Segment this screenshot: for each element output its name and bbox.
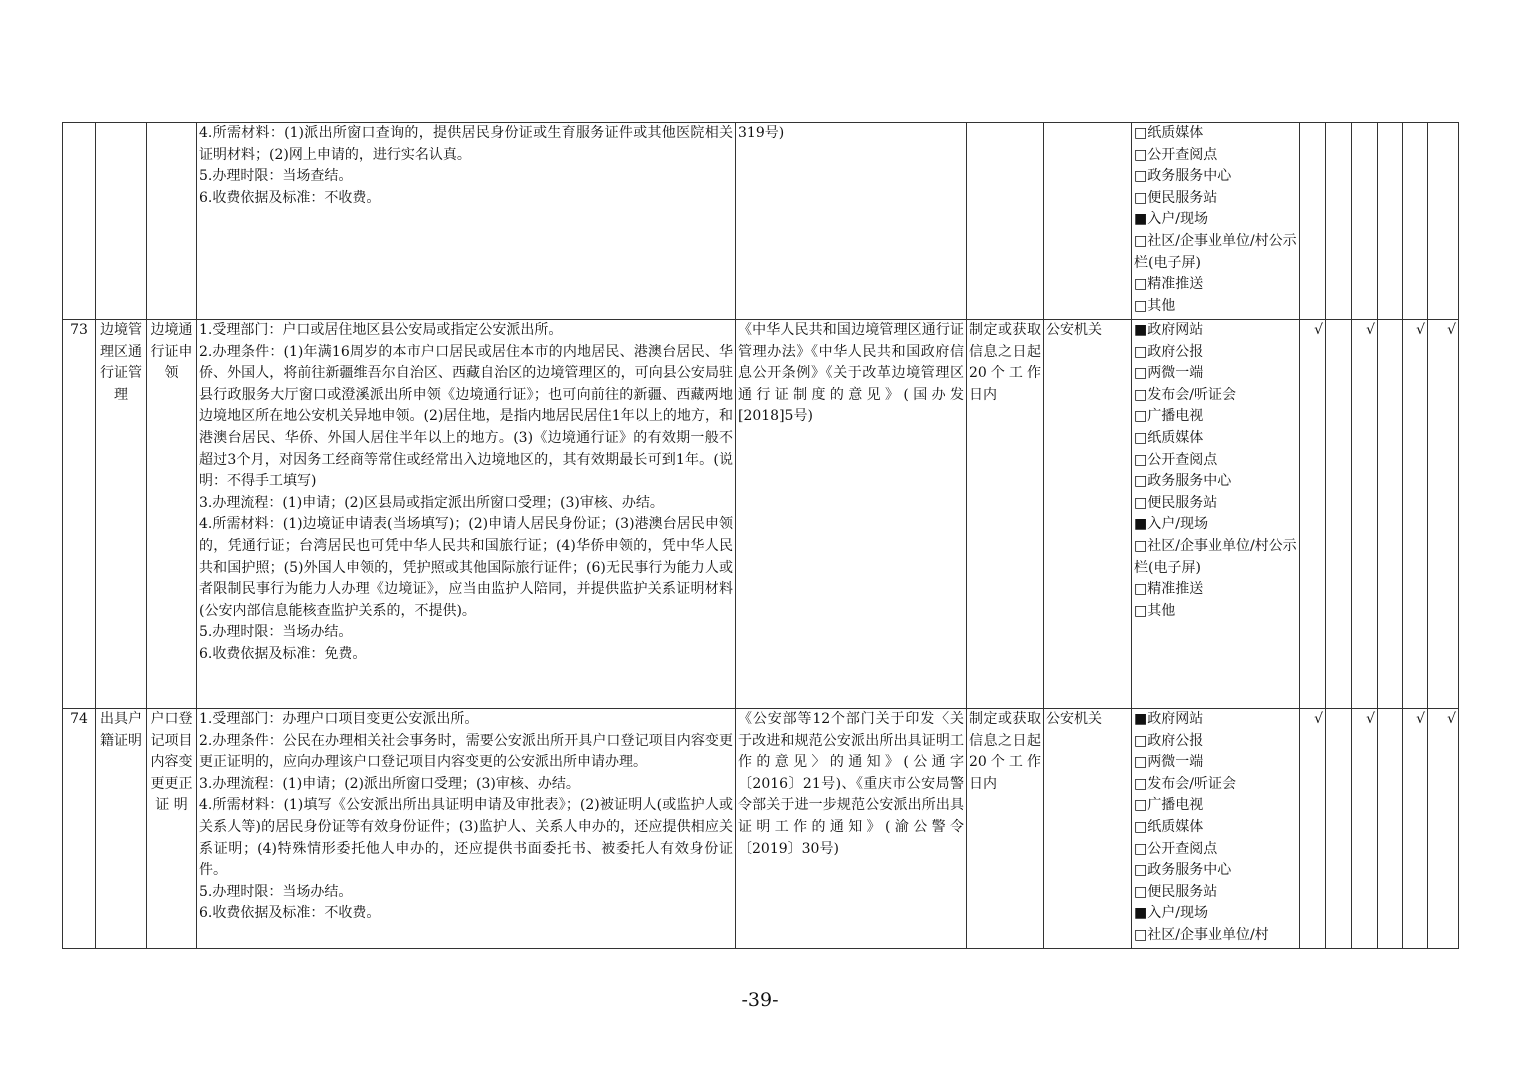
content-line: 6.收费依据及标准：不收费。 xyxy=(199,189,381,206)
channels-cell xyxy=(1132,320,1300,709)
tick-mark: √ xyxy=(1300,709,1326,949)
channel-item: □社区/企事业单位/村 xyxy=(1134,926,1269,943)
row-number: 74 xyxy=(63,709,96,949)
content-line: 4.所需材料：(1)填写《公安派出所出具证明申请及审批表》；(2)被证明人(或监护人或关系人等)的居民身份证等有效身份证件；(3)监护人、关系人申办的，还应提供相应关系证明；(4)特殊情形委托他人申办的，还应提供书面委托书、被委托人有效身份证件。 xyxy=(199,797,733,879)
subject-cell: 公安机关 xyxy=(1044,320,1132,709)
row-number: 73 xyxy=(63,320,96,709)
tick-mark xyxy=(1326,320,1352,709)
basis-cell: 《公安部等12个部门关于印发〈关于改进和规范公安派出所出具证明工作的意见〉的通知》(公通字〔2016〕21号)、《重庆市公安局警令部关于进一步规范公安派出所出具证明工作的通知》(渝公警令〔2019〕30号) xyxy=(736,709,967,949)
subject-cell: 公安机关 xyxy=(1044,709,1132,949)
channel-item: □政务服务中心 xyxy=(1134,862,1232,879)
content-line: 3.办理流程：(1)申请；(2)派出所窗口受理；(3)审核、办结。 xyxy=(199,775,580,792)
table-row xyxy=(63,123,1459,320)
item-name: 边境管理区通行证管理 xyxy=(96,320,147,709)
channel-item: □公开查阅点 xyxy=(1134,146,1218,163)
content-line: 5.办理时限：当场办结。 xyxy=(199,624,353,641)
content-line: 4.所需材料：(1)边境证申请表(当场填写)；(2)申请人居民身份证；(3)港澳台居民申领的，凭通行证；台湾居民也可凭中华人民共和国旅行证；(4)华侨申领的，凭中华人民共和国护照；(5)外国人申领的，凭护照或其他国际旅行证件；(6)无民事行为能力人或者限制民事行为能力人办理《边境证》，应当由监护人陪同，并提供监护关系证明材料(公安内部信息能核查监护关系的，不提供)。 xyxy=(199,516,733,619)
channels-cell xyxy=(1132,709,1300,949)
channel-item: ■入户/现场 xyxy=(1134,516,1208,533)
content-line: 2.办理条件：公民在办理相关社会事务时，需要公安派出所开具户口登记项目内容变更更正证明的，应向办理该户口登记项目内容变更的公安派出所申请办理。 xyxy=(199,732,733,771)
tick-mark xyxy=(1428,123,1459,320)
basis-cell: 《中华人民共和国边境管理区通行证管理办法》《中华人民共和国政府信息公开条例》《关于改革边境管理区通行证制度的意见》(国办发[2018]5号) xyxy=(736,320,967,709)
tick-mark: √ xyxy=(1403,320,1428,709)
channel-item: □纸质媒体 xyxy=(1134,125,1204,141)
sub-item-name: 户口登记项目内容变更更正证 明 xyxy=(147,709,197,949)
channel-item: ■政府网站 xyxy=(1134,711,1204,727)
channel-item: □便民服务站 xyxy=(1134,189,1218,206)
channel-item: □其他 xyxy=(1134,602,1176,619)
sub-item-name: 边境通行证申领 xyxy=(147,320,197,709)
time-limit-cell xyxy=(967,123,1044,320)
tick-mark xyxy=(1378,123,1403,320)
channel-item: ■政府网站 xyxy=(1134,322,1204,338)
disclosure-table xyxy=(62,122,1459,949)
item-name xyxy=(96,123,147,320)
channel-item: □政府公报 xyxy=(1134,732,1204,749)
channel-item: □广播电视 xyxy=(1134,797,1204,814)
tick-mark xyxy=(1326,709,1352,949)
channel-item: □社区/企事业单位/村公示栏(电子屏) xyxy=(1134,232,1297,271)
channel-item: □便民服务站 xyxy=(1134,494,1218,511)
tick-mark xyxy=(1403,123,1428,320)
tick-mark: √ xyxy=(1352,709,1378,949)
content-cell xyxy=(197,320,736,709)
content-line: 6.收费依据及标准：不收费。 xyxy=(199,905,381,922)
channel-item: □政务服务中心 xyxy=(1134,473,1232,490)
content-line: 4.所需材料：(1)派出所窗口查询的，提供居民身份证或生育服务证件或其他医院相关证明材料；(2)网上申请的，进行实名认真。 xyxy=(199,125,733,163)
tick-mark: √ xyxy=(1428,320,1459,709)
item-name: 出具户籍证明 xyxy=(96,709,147,949)
tick-mark xyxy=(1300,123,1326,320)
content-line: 2.办理条件：(1)年满16周岁的本市户口居民或居住本市的内地居民、港澳台居民、华侨、外国人，将前往新疆维吾尔自治区、西藏自治区的边境管理区的，可向县公安局驻县行政服务大厅窗口或澄溪派出所申领《边境通行证》；也可向前往的新疆、西藏两地边境地区所在地公安机关异地申领。(2)居住地，是指内地居民居住1年以上的地方，和港澳台居民、华侨、外国人居住半年以上的地方。(3)《边境通行证》的有效期一般不超过3个月，对因务工经商等常住或经常出入边境地区的，其有效期最长可到1年。(说明：不得手工填写) xyxy=(199,343,733,490)
subject-cell xyxy=(1044,123,1132,320)
sub-item-name xyxy=(147,123,197,320)
page-number: -39- xyxy=(741,989,779,1011)
channel-item: □其他 xyxy=(1134,297,1176,314)
row-number xyxy=(63,123,96,320)
tick-mark xyxy=(1352,123,1378,320)
channel-item: □纸质媒体 xyxy=(1134,429,1204,446)
channel-item: ■入户/现场 xyxy=(1134,211,1208,228)
content-line: 5.办理时限：当场办结。 xyxy=(199,883,353,900)
channel-item: □公开查阅点 xyxy=(1134,840,1218,857)
channel-item: □发布会/听证会 xyxy=(1134,386,1236,403)
channel-item: □两微一端 xyxy=(1134,365,1204,382)
time-limit-cell: 制定或获取信息之日起20个工作日内 xyxy=(967,320,1044,709)
table-row xyxy=(63,709,1459,949)
time-limit-cell: 制定或获取信息之日起20个工作日内 xyxy=(967,709,1044,949)
tick-mark xyxy=(1378,709,1403,949)
channel-item: ■入户/现场 xyxy=(1134,905,1208,922)
tick-mark: √ xyxy=(1300,320,1326,709)
content-line: 1.受理部门：户口或居住地区县公安局或指定公安派出所。 xyxy=(199,322,563,338)
channels-cell xyxy=(1132,123,1300,320)
content-line: 1.受理部门：办理户口项目变更公安派出所。 xyxy=(199,711,479,727)
channel-item: □两微一端 xyxy=(1134,754,1204,771)
channel-item: □发布会/听证会 xyxy=(1134,775,1236,792)
content-line: 6.收费依据及标准：免费。 xyxy=(199,645,367,662)
channel-item: □政府公报 xyxy=(1134,343,1204,360)
tick-mark xyxy=(1378,320,1403,709)
channel-item: □广播电视 xyxy=(1134,408,1204,425)
channel-item: □社区/企事业单位/村公示栏(电子屏) xyxy=(1134,537,1297,576)
content-line: 5.办理时限：当场查结。 xyxy=(199,168,353,185)
channel-item: □政务服务中心 xyxy=(1134,168,1232,185)
channel-item: □纸质媒体 xyxy=(1134,818,1204,835)
channel-item: □精准推送 xyxy=(1134,581,1204,598)
channel-item: □精准推送 xyxy=(1134,276,1204,293)
content-cell xyxy=(197,709,736,949)
tick-mark: √ xyxy=(1428,709,1459,949)
content-cell xyxy=(197,123,736,320)
content-line: 3.办理流程：(1)申请；(2)区县局或指定派出所窗口受理；(3)审核、办结。 xyxy=(199,494,664,511)
table-row xyxy=(63,320,1459,709)
basis-cell: 319号) xyxy=(736,123,967,320)
tick-mark: √ xyxy=(1352,320,1378,709)
tick-mark xyxy=(1326,123,1352,320)
tick-mark: √ xyxy=(1403,709,1428,949)
channel-item: □公开查阅点 xyxy=(1134,451,1218,468)
channel-item: □便民服务站 xyxy=(1134,883,1218,900)
